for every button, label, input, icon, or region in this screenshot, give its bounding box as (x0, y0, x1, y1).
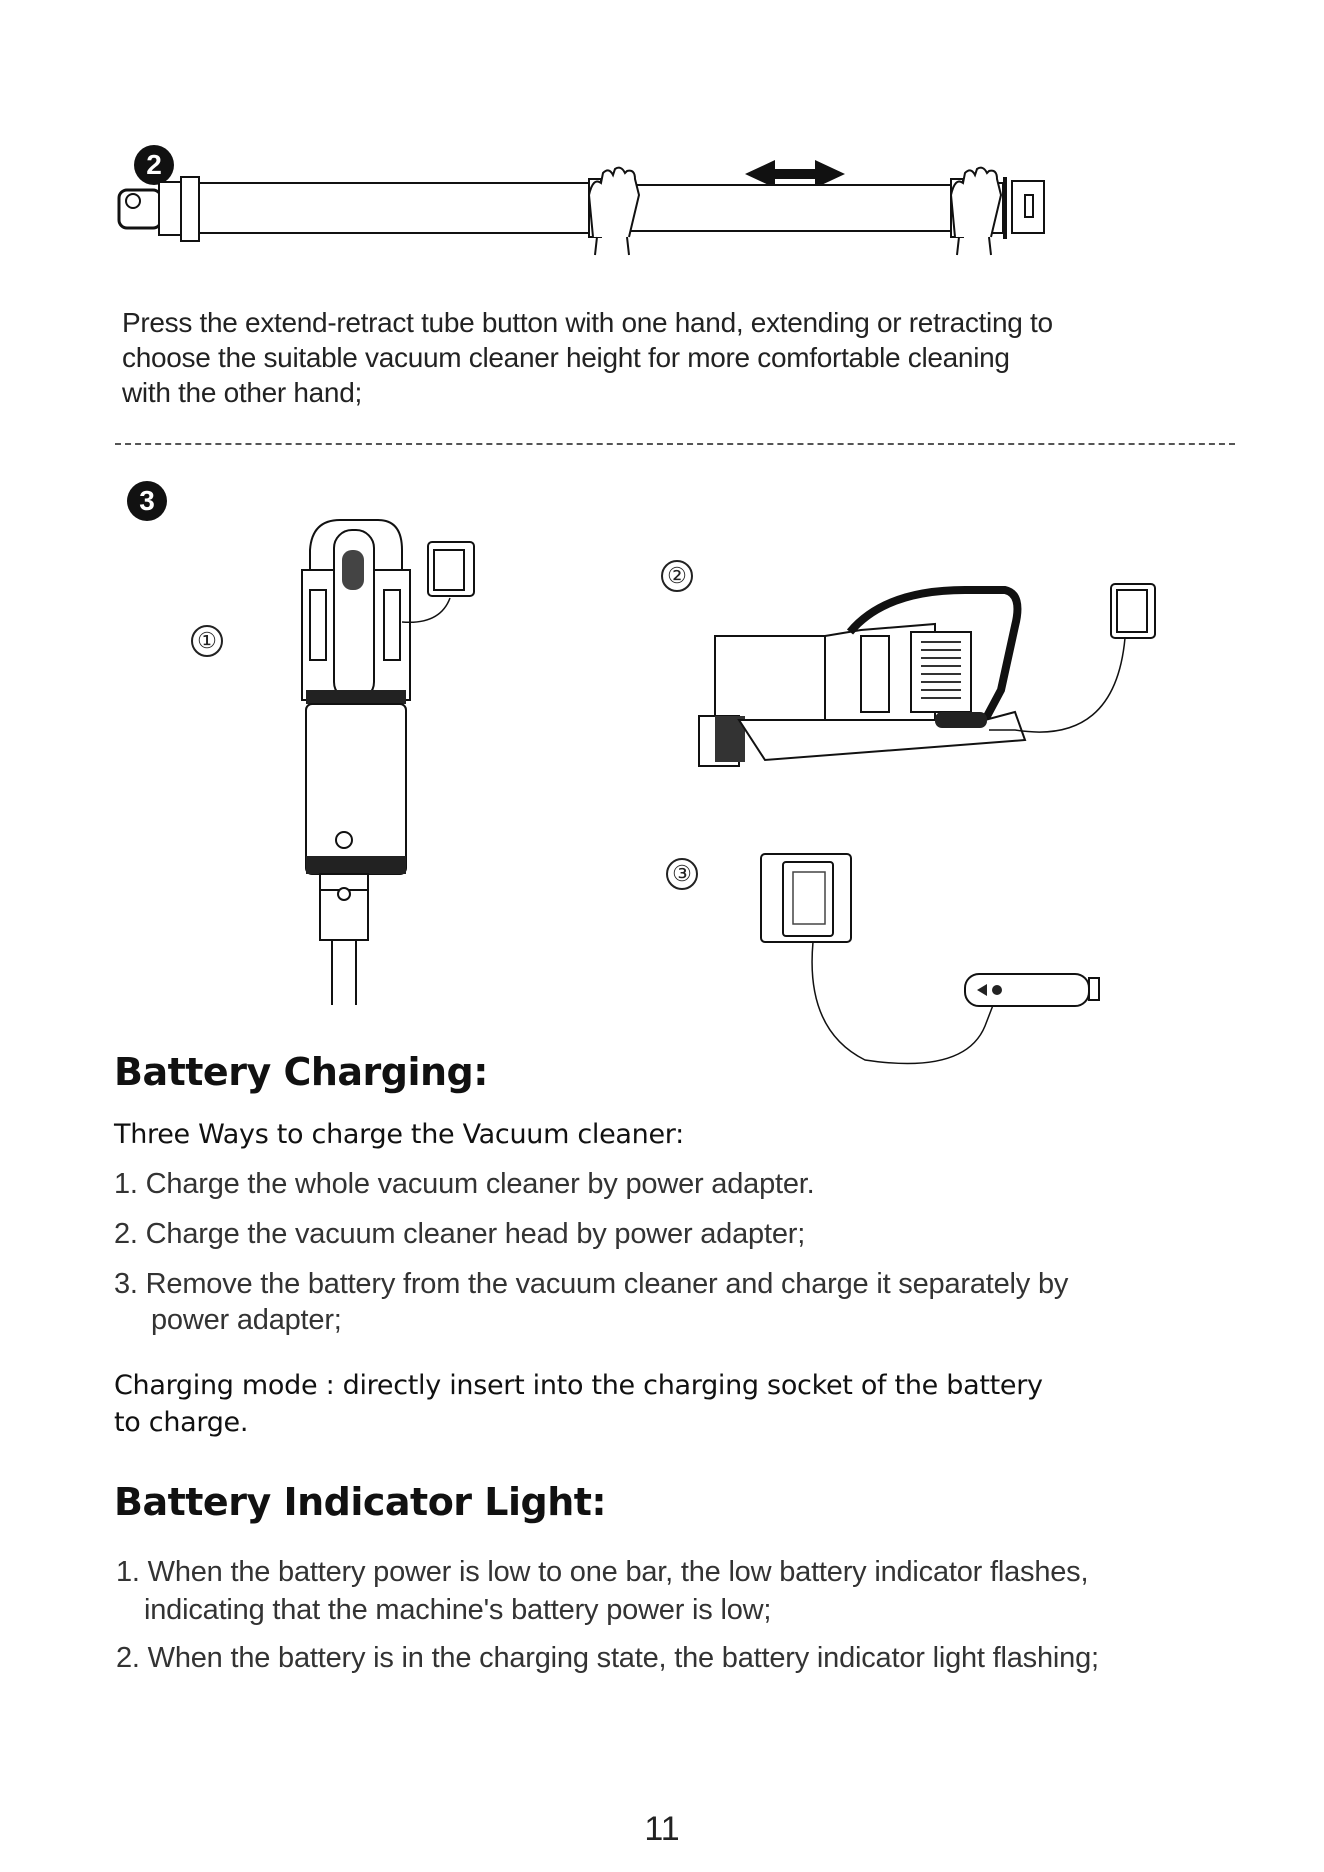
charging-item-3-continued: power adapter; (151, 1304, 342, 1336)
battery-indicator-heading: Battery Indicator Light: (114, 1480, 607, 1524)
battery-charging-subheading: Three Ways to charge the Vacuum cleaner: (114, 1119, 684, 1150)
extendable-tube-illustration (115, 155, 1115, 285)
hand-icon (589, 168, 639, 255)
battery-charging-illustration (755, 850, 1135, 1080)
figure-label-2: ② (661, 560, 693, 592)
indicator-item-2: 2. When the battery is in the charging state, the battery indicator light flashing; (116, 1642, 1099, 1674)
step-2-caption: Press the extend-retract tube button with one hand, extending or retracting to choose the suitable vacuum cleaner height for more comfortable cleaning with the other hand; (122, 307, 1053, 408)
section-divider (115, 443, 1235, 445)
step-3-badge: 3 (127, 481, 167, 521)
battery-charging-heading: Battery Charging: (114, 1050, 488, 1094)
figure-label-3: ③ (666, 858, 698, 890)
step-2-badge: 2 (134, 145, 174, 185)
charging-item-1: 1. Charge the whole vacuum cleaner by power adapter. (114, 1168, 815, 1200)
indicator-item-1: 1. When the battery power is low to one bar, the low battery indicator flashes, (116, 1556, 1089, 1588)
double-arrow-icon (745, 160, 845, 188)
indicator-item-1-continued: indicating that the machine's battery power is low; (144, 1594, 772, 1626)
hand-icon (951, 168, 1001, 255)
vacuum-upright-charging-illustration (290, 510, 510, 1010)
vacuum-handheld-charging-illustration (685, 570, 1165, 770)
figure-label-1: ① (191, 625, 223, 657)
charging-item-2: 2. Charge the vacuum cleaner head by power adapter; (114, 1218, 806, 1250)
page-number: 11 (644, 1810, 680, 1848)
charging-item-3: 3. Remove the battery from the vacuum cleaner and charge it separately by (114, 1268, 1069, 1300)
charging-mode-note: Charging mode : directly insert into the charging socket of the battery to charge. (114, 1370, 1043, 1438)
